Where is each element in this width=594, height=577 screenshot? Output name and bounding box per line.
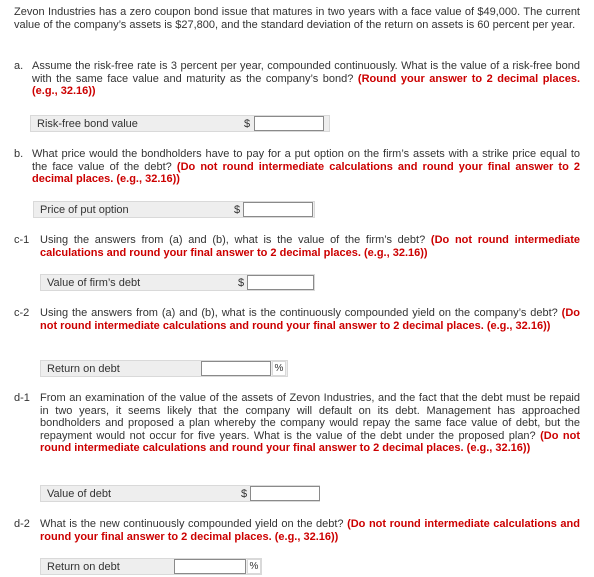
question-label: c-2 <box>14 307 30 319</box>
field-label: Risk-free bond value <box>37 118 138 130</box>
question-label: d-1 <box>14 392 30 404</box>
question-label: b. <box>14 148 24 160</box>
question-b <box>14 148 580 186</box>
problem-intro: Zevon Industries has a zero coupon bond issue that matures in two years with a face value of $49,000. The current value of the company’s assets is $27,800, and the standard deviation of the return on assets is 60 percent per year. <box>14 6 580 31</box>
rounding-instruction: (Do not round intermediate calculations and round your final answer to 2 decimal places. (e.g., 32.16)) <box>32 160 581 185</box>
field-label: Return on debt <box>47 561 120 573</box>
rounding-instruction: (Round your answer to 2 decimal places. (e.g., 32.16)) <box>32 72 581 97</box>
currency-symbol: $ <box>234 204 241 216</box>
rounding-instruction: (Do not round intermediate calculations and round your final answer to 2 decimal places. (e.g., 32.16)) <box>40 307 580 332</box>
answer-row-value-of-debt <box>40 485 320 502</box>
question-label: a. <box>14 60 24 72</box>
return-on-debt-input[interactable] <box>201 361 271 376</box>
question-text: From an examination of the value of the assets of Zevon Industries, and the fact that the debt must be repaid in two years, it seems likely that the company will default on its debt. Management has approached bondholders and proposed a plan whereby the company would repay the same face value of debt, but the repayment would not occur for five years. What is the value of the debt under the proposed plan? (Do not round intermediate calculations and round your final answer to 2 decimal places. (e.g., 32.16)) <box>40 392 580 454</box>
field-label: Price of put option <box>40 204 129 216</box>
question-text: What is the new continuously compounded yield on the debt? (Do not round intermediate calculations and round your final answer to 2 decimal places. (e.g., 32.16)) <box>40 518 580 543</box>
field-label: Value of debt <box>47 488 112 500</box>
field-label: Value of firm’s debt <box>47 277 141 289</box>
firm-debt-input[interactable] <box>247 275 314 290</box>
question-c1 <box>14 234 580 259</box>
currency-symbol: $ <box>238 277 245 289</box>
new-return-on-debt-input[interactable] <box>174 559 246 574</box>
question-label: d-2 <box>14 518 30 530</box>
currency-symbol: $ <box>241 488 248 500</box>
value-of-debt-input[interactable] <box>250 486 320 501</box>
answer-row-firm-debt <box>40 274 315 291</box>
put-option-input[interactable] <box>243 202 313 217</box>
answer-row-return-on-debt <box>40 360 288 377</box>
question-text: Assume the risk-free rate is 3 percent per year, compounded continuously. What is the value of a risk-free bond with the same face value and maturity as the company’s bond? (Round your answer to 2 decimal places. (e.g., 32.16)) <box>32 60 581 97</box>
answer-row-put-option <box>33 201 315 218</box>
question-c2 <box>14 307 580 332</box>
question-d1 <box>14 392 580 455</box>
percent-sign: % <box>272 361 286 376</box>
question-text: Using the answers from (a) and (b), what is the value of the firm’s debt? (Do not round intermediate calculations and round your final answer to 2 decimal places. (e.g., 32.16)) <box>40 234 580 259</box>
question-d2 <box>14 518 580 543</box>
field-label: Return on debt <box>47 363 120 375</box>
rounding-instruction: (Do not round intermediate calculations and round your final answer to 2 decimal places. (e.g., 32.16)) <box>40 234 580 259</box>
question-a <box>14 60 580 98</box>
question-text: What price would the bondholders have to pay for a put option on the firm’s assets with a strike price equal to the face value of the debt? (Do not round intermediate calculations and round your final answer to 2 decimal places. (e.g., 32.16)) <box>32 148 581 185</box>
answer-row-new-return-on-debt <box>40 558 262 575</box>
rounding-instruction: (Do not round intermediate calculations and round your final answer to 2 decimal places. (e.g., 32.16)) <box>40 429 580 454</box>
question-text: Using the answers from (a) and (b), what is the continuously compounded yield on the company’s debt? (Do not round intermediate calculations and round your final answer to 2 decimal places. (e.g., 32.16)) <box>40 307 580 332</box>
currency-symbol: $ <box>244 118 251 130</box>
rounding-instruction: (Do not round intermediate calculations and round your final answer to 2 decimal places. (e.g., 32.16)) <box>40 518 580 543</box>
percent-sign: % <box>247 559 261 574</box>
question-label: c-1 <box>14 234 30 246</box>
answer-row-risk-free-bond <box>30 115 330 132</box>
risk-free-bond-input[interactable] <box>254 116 324 131</box>
